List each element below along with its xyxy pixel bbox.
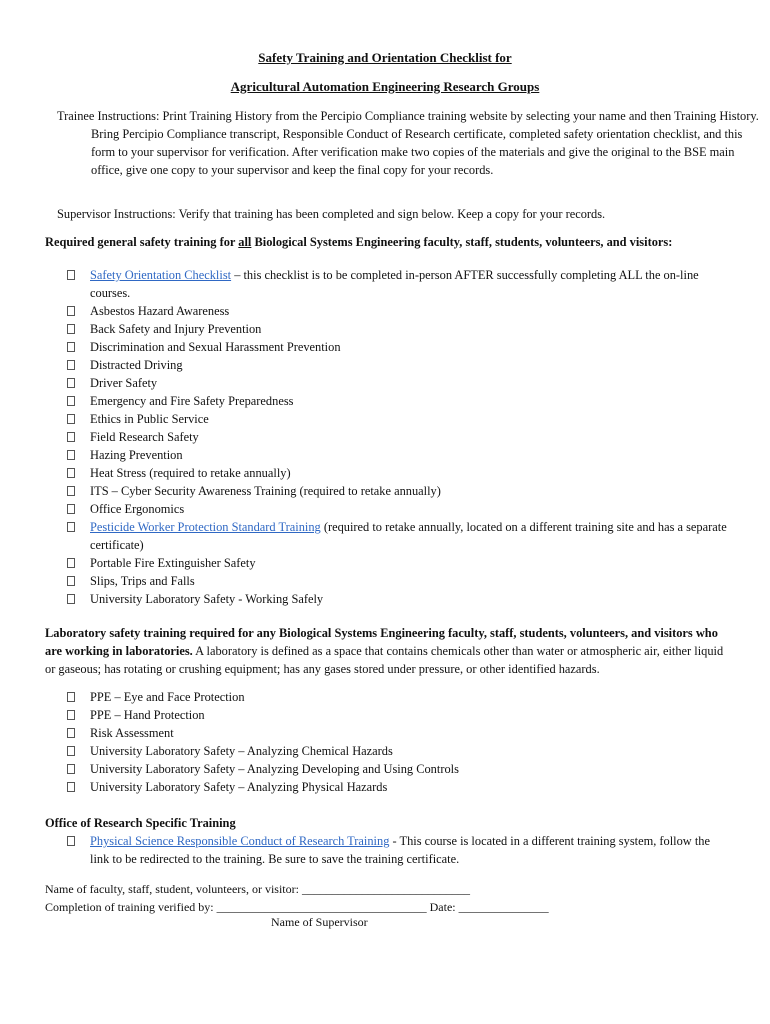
- checklist-item-label: Hazing Prevention: [90, 448, 183, 462]
- checkbox[interactable]: [67, 414, 75, 424]
- checklist-item: [66, 706, 728, 724]
- general-heading-post: Biological Systems Engineering faculty, staff, students, volunteers, and visitors:: [251, 235, 673, 249]
- checklist-item: [66, 688, 728, 706]
- document-title-line2: Agricultural Automation Engineering Research Groups: [230, 79, 540, 94]
- checkbox[interactable]: [67, 270, 75, 280]
- checkbox[interactable]: [67, 594, 75, 604]
- checklist-item: [66, 590, 728, 608]
- checklist-item-label: University Laboratory Safety – Analyzing Chemical Hazards: [90, 744, 393, 758]
- checklist-item-label: Slips, Trips and Falls: [90, 574, 195, 588]
- checklist-item: [66, 374, 728, 392]
- checkbox[interactable]: [67, 576, 75, 586]
- checklist-item: [66, 320, 728, 338]
- checkbox[interactable]: [67, 558, 75, 568]
- checkbox[interactable]: [67, 692, 75, 702]
- lab-heading-rest: A laboratory is defined as a space that contains chemicals other than water or atmospheric air, either liquid or gaseous; has rotating or crushing equipment; has any gases stored under pressure, or other identified hazards.: [45, 644, 724, 676]
- checklist-item: [66, 500, 728, 518]
- checklist-item: [66, 266, 728, 302]
- checklist-item: [66, 554, 728, 572]
- checklist-item: [66, 760, 728, 778]
- checkbox[interactable]: [67, 728, 75, 738]
- checklist-item-label: Heat Stress (required to retake annually): [90, 466, 291, 480]
- checklist-item-label: University Laboratory Safety - Working Safely: [90, 592, 324, 606]
- checkbox[interactable]: [67, 836, 75, 846]
- checkbox[interactable]: [67, 522, 75, 532]
- checkbox[interactable]: [67, 324, 75, 334]
- checkbox[interactable]: [67, 710, 75, 720]
- document-title-line1: Safety Training and Orientation Checklist for: [258, 50, 512, 65]
- checklist-item-label: University Laboratory Safety – Analyzing Physical Hazards: [90, 780, 388, 794]
- participant-name-line[interactable]: Name of faculty, staff, student, volunteers, or visitor: ____________________________: [45, 882, 470, 896]
- checklist-item-label: Discrimination and Sexual Harassment Prevention: [90, 340, 341, 354]
- checklist-item-text: - This course is located in a different training system, follow the link to be redirected to the training. Be sure to save the training certificate.: [90, 834, 710, 866]
- checkbox[interactable]: [67, 468, 75, 478]
- checklist-item: [66, 302, 728, 320]
- checklist-item: [66, 832, 728, 868]
- trainee-instructions: Trainee Instructions: Print Training History from the Percipio Compliance training website by selecting your name and then Training History. Bring Percipio Compliance transcript, Responsible Conduct of Research certificate, completed safety orientation checklist, and this form to your supervisor for verification. After verification make two copies of the materials and give the original to the BSE main office, give one copy to your supervisor and keep the final copy for your records.: [57, 109, 759, 177]
- supervisor-instructions: Supervisor Instructions: Verify that training has been completed and sign below. Keep a copy for your records.: [57, 207, 606, 221]
- general-training-list: [66, 266, 728, 608]
- checklist-item-label: Distracted Driving: [90, 358, 183, 372]
- checklist-item-label: Emergency and Fire Safety Preparedness: [90, 394, 294, 408]
- checklist-item: [66, 464, 728, 482]
- general-heading-all: all: [238, 235, 252, 249]
- checkbox[interactable]: [67, 342, 75, 352]
- checkbox[interactable]: [67, 360, 75, 370]
- checklist-item: [66, 446, 728, 464]
- checklist-item-label: Asbestos Hazard Awareness: [90, 304, 230, 318]
- checkbox[interactable]: [67, 486, 75, 496]
- checkbox[interactable]: [67, 504, 75, 514]
- verification-line[interactable]: Completion of training verified by: ___________________________________ Date: _______________: [45, 900, 549, 914]
- checklist-item: [66, 742, 728, 760]
- research-training-heading: Office of Research Specific Training: [45, 816, 236, 830]
- lab-training-list: [66, 688, 728, 796]
- lab-training-heading: [45, 624, 727, 678]
- general-training-heading: [45, 233, 727, 251]
- general-heading-pre: Required general safety training for: [45, 235, 239, 249]
- checklist-item-label: Back Safety and Injury Prevention: [90, 322, 262, 336]
- supervisor-caption: Name of Supervisor: [271, 915, 368, 929]
- checkbox[interactable]: [67, 450, 75, 460]
- checklist-item: [66, 724, 728, 742]
- checklist-item-label: Office Ergonomics: [90, 502, 185, 516]
- checklist-item: [66, 428, 728, 446]
- checklist-item: [66, 518, 728, 554]
- lab-heading-bold: Laboratory safety training required for any Biological Systems Engineering faculty, staff, students, volunteers, and visitors who are working in laboratories.: [45, 626, 718, 658]
- checklist-item-label: Portable Fire Extinguisher Safety: [90, 556, 256, 570]
- checklist-item-text: (required to retake annually, located on a different training site and has a separate certificate): [90, 520, 727, 552]
- checklist-item: [66, 356, 728, 374]
- checklist-item: [66, 410, 728, 428]
- checklist-item-text: – this checklist is to be completed in-person AFTER successfully completing ALL the on-line courses.: [90, 268, 699, 300]
- checklist-item: [66, 572, 728, 590]
- checklist-item-label: Risk Assessment: [90, 726, 174, 740]
- checklist-item-label: PPE – Eye and Face Protection: [90, 690, 245, 704]
- checklist-item-label: Driver Safety: [90, 376, 158, 390]
- responsible-conduct-training-link[interactable]: Physical Science Responsible Conduct of Research Training: [90, 834, 390, 848]
- safety-orientation-checklist-link[interactable]: Safety Orientation Checklist: [90, 268, 232, 282]
- checklist-item: [66, 392, 728, 410]
- checklist-item-label: University Laboratory Safety – Analyzing Developing and Using Controls: [90, 762, 459, 776]
- checkbox[interactable]: [67, 378, 75, 388]
- checklist-item: [66, 482, 728, 500]
- research-training-list: [66, 832, 728, 868]
- checklist-item-label: Field Research Safety: [90, 430, 199, 444]
- checklist-item: [66, 338, 728, 356]
- checkbox[interactable]: [67, 782, 75, 792]
- checkbox[interactable]: [67, 306, 75, 316]
- checklist-item-label: ITS – Cyber Security Awareness Training (required to retake annually): [90, 484, 441, 498]
- checklist-item-label: PPE – Hand Protection: [90, 708, 205, 722]
- checkbox[interactable]: [67, 396, 75, 406]
- checklist-item: [66, 778, 728, 796]
- checklist-item-label: Ethics in Public Service: [90, 412, 209, 426]
- checkbox[interactable]: [67, 432, 75, 442]
- checkbox[interactable]: [67, 764, 75, 774]
- checkbox[interactable]: [67, 746, 75, 756]
- pesticide-training-link[interactable]: Pesticide Worker Protection Standard Training: [90, 520, 321, 534]
